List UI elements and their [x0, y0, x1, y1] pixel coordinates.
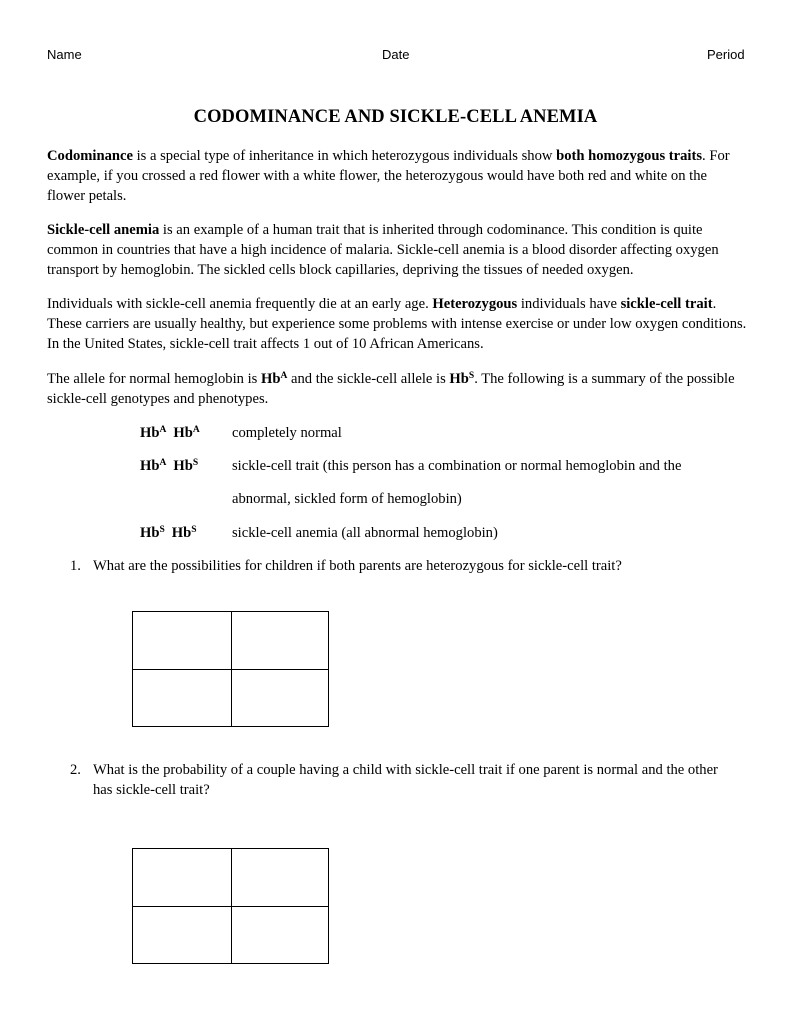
phenotype-trait-continued: abnormal, sickled form of hemoglobin)	[232, 491, 462, 507]
paragraph-text: is an example of a human trait that is inherited through codominance. This condition is quite common in countries that have a high incidence of malaria. Sickle-cell anemia is a blood disorder affecting oxygen transport by hemoglobin. The sickled cells block capillaries, depriving the tissues of needed oxygen.	[47, 222, 719, 278]
term-heterozygous: Heterozygous	[432, 296, 518, 312]
allele-base: Hb	[173, 425, 193, 441]
allele-base: Hb	[260, 371, 281, 387]
paragraph-alleles	[47, 369, 747, 409]
term-sickle-cell-anemia: Sickle-cell anemia	[47, 222, 160, 238]
paragraph-text: is a special type of inheritance in which heterozygous individuals show	[132, 148, 557, 164]
paragraph-sickle-cell-anemia	[47, 220, 747, 280]
question-2	[70, 760, 730, 800]
allele-superscript: A	[159, 425, 167, 435]
allele-base: Hb	[140, 525, 160, 541]
punnett-square-1	[132, 611, 329, 727]
punnett-divider-horizontal	[133, 906, 328, 907]
date-label: Date	[382, 47, 410, 62]
paragraph-text: The allele for normal hemoglobin is	[47, 371, 261, 387]
allele-superscript: A	[192, 425, 200, 435]
genotype-trait	[140, 456, 226, 476]
allele-base: Hb	[171, 525, 192, 541]
allele-superscript: S	[191, 525, 197, 535]
paragraph-text: and the sickle-cell allele is	[287, 371, 450, 387]
term-both-homozygous-traits: both homozygous traits	[556, 148, 703, 164]
paragraph-heterozygous	[47, 294, 747, 354]
allele-normal	[261, 371, 287, 387]
punnett-divider-horizontal	[133, 669, 328, 670]
question-text: What are the possibilities for children if both parents are heterozygous for sickle-cell trait?	[93, 558, 622, 574]
paragraph-text: . The following is a summary of the possible sickle-cell genotypes and phenotypes.	[47, 371, 735, 407]
term-sickle-cell-trait: sickle-cell trait	[620, 296, 713, 312]
allele-sickle	[449, 371, 474, 387]
term-codominance: Codominance	[47, 148, 133, 164]
genotype-anemia	[140, 523, 226, 543]
allele-superscript: S	[192, 458, 199, 468]
page-title: CODOMINANCE AND SICKLE-CELL ANEMIA	[193, 107, 598, 127]
allele-superscript: S	[159, 525, 165, 535]
allele-superscript: A	[159, 458, 167, 468]
question-number: 1.	[70, 558, 81, 574]
question-text: What is the probability of a couple having a child with sickle-cell trait if one parent is normal and the other has sickle-cell trait?	[93, 762, 718, 798]
phenotype-normal: completely normal	[232, 425, 342, 441]
allele-superscript: S	[468, 371, 475, 381]
paragraph-text: . These carriers are usually healthy, but experience some problems with intense exercise or under low oxygen conditions. In the United States, sickle-cell trait affects 1 out of 10 African Americans.	[47, 296, 747, 352]
paragraph-text: . For example, if you crossed a red flower with a white flower, the heterozygous would have both red and white on the flower petals.	[47, 148, 730, 204]
allele-base: Hb	[449, 371, 469, 387]
name-label: Name	[47, 47, 82, 62]
paragraph-codominance	[47, 146, 747, 206]
genotype-normal	[140, 423, 226, 443]
paragraph-text: individuals have	[517, 296, 621, 312]
phenotype-anemia: sickle-cell anemia (all abnormal hemoglobin)	[232, 525, 498, 541]
question-1	[70, 556, 730, 576]
paragraph-text: Individuals with sickle-cell anemia frequently die at an early age.	[47, 296, 433, 312]
question-number: 2.	[70, 762, 81, 778]
allele-superscript: A	[280, 371, 288, 381]
allele-base: Hb	[140, 458, 160, 474]
allele-base: Hb	[140, 425, 160, 441]
punnett-square-2	[132, 848, 329, 964]
period-label: Period	[707, 47, 745, 62]
phenotype-trait: sickle-cell trait (this person has a combination or normal hemoglobin and the	[232, 458, 682, 474]
allele-base: Hb	[173, 458, 193, 474]
